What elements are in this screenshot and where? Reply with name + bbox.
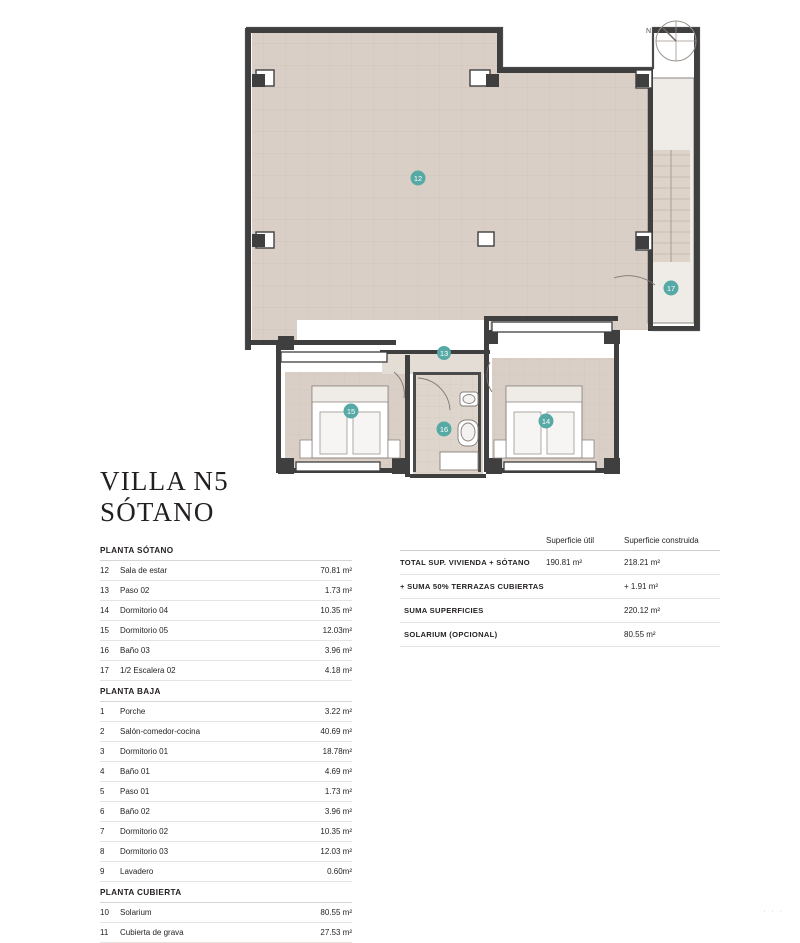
table-row: [100, 802, 352, 822]
room-number: 11: [100, 928, 109, 937]
room-number: 14: [100, 606, 109, 615]
room-name: Dormitorio 01: [120, 747, 169, 756]
summary-construida: + 1.91 m²: [624, 582, 659, 591]
summary-label: SOLARIUM (OPCIONAL): [404, 630, 498, 639]
room-area: 12.03m²: [322, 626, 352, 635]
plan-marker-17: [664, 281, 679, 296]
room-name: 1/2 Escalera 02: [120, 666, 176, 675]
summary-row-suma: [400, 599, 720, 623]
plan-marker-14: [539, 414, 554, 429]
room-name: Baño 01: [120, 767, 150, 776]
table-row: [100, 581, 352, 601]
svg-text:N: N: [646, 28, 652, 35]
table-row: [100, 842, 352, 862]
room-name: Dormitorio 02: [120, 827, 169, 836]
summary-label: + SUMA 50% TERRAZAS CUBIERTAS: [400, 582, 544, 591]
room-name: Porche: [120, 707, 146, 716]
table-row: [100, 621, 352, 641]
table-row: [100, 661, 352, 681]
room-number: 13: [100, 586, 109, 595]
room-name: Paso 02: [120, 586, 150, 595]
room-number: 15: [100, 626, 109, 635]
svg-text:16: 16: [439, 425, 449, 434]
summary-util: 190.81 m²: [546, 558, 583, 567]
room-name: Lavadero: [120, 867, 154, 876]
room-area: 10.35 m²: [320, 827, 352, 836]
room-number: 4: [100, 767, 105, 776]
room-area: 0.60m²: [327, 867, 352, 876]
room-area: 3.22 m²: [324, 707, 352, 716]
room-number: 3: [100, 747, 105, 756]
summary-row-terrazas: [400, 575, 720, 599]
room-number: 6: [100, 807, 105, 816]
room-area: 80.55 m²: [320, 908, 352, 917]
room-area: 1.73 m²: [324, 586, 352, 595]
column-header-construida: Superficie construida: [624, 536, 699, 545]
room-area: 27.53 m²: [320, 928, 352, 937]
room-area: 40.69 m²: [320, 727, 352, 736]
table-row: [100, 702, 352, 722]
room-area: 12.03 m²: [320, 847, 352, 856]
table-row: [100, 782, 352, 802]
table-row: [100, 742, 352, 762]
table-row: [100, 601, 352, 621]
summary-construida: 80.55 m²: [624, 630, 656, 639]
summary-row-total: [400, 551, 720, 575]
room-number: 5: [100, 787, 105, 796]
table-row: [100, 641, 352, 661]
room-area: 3.96 m²: [324, 646, 352, 655]
table-row: [100, 822, 352, 842]
room-name: Dormitorio 03: [120, 847, 169, 856]
section-heading-baja: PLANTA BAJA: [100, 681, 352, 702]
summary-row-solarium: [400, 623, 720, 647]
room-number: 9: [100, 867, 105, 876]
summary-label: SUMA SUPERFICIES: [404, 606, 484, 615]
surface-summary-table: [400, 536, 720, 647]
plan-marker-13: [437, 346, 451, 360]
title-line-1: VILLA N5: [100, 466, 229, 496]
page-title: [100, 466, 400, 528]
summary-construida: 220.12 m²: [624, 606, 661, 615]
svg-text:17: 17: [666, 284, 676, 293]
svg-text:14: 14: [541, 417, 551, 426]
room-name: Paso 01: [120, 787, 150, 796]
room-name: Solarium: [120, 908, 152, 917]
room-name: Dormitorio 04: [120, 606, 169, 615]
plan-marker-12: [411, 171, 426, 186]
table-row: [100, 722, 352, 742]
room-area: 1.73 m²: [324, 787, 352, 796]
footer-mark: · · ·: [763, 908, 784, 915]
room-name: Baño 03: [120, 646, 150, 655]
table-row: [100, 923, 352, 943]
section-heading-sotano: PLANTA SÓTANO: [100, 540, 352, 561]
svg-text:13: 13: [439, 349, 449, 358]
room-schedule-table: [100, 540, 352, 943]
plan-marker-16: [437, 422, 452, 437]
table-row: [100, 561, 352, 581]
room-area: 3.96 m²: [324, 807, 352, 816]
room-number: 7: [100, 827, 105, 836]
room-number: 17: [100, 666, 109, 675]
room-area: 4.69 m²: [324, 767, 352, 776]
room-name: Cubierta de grava: [120, 928, 184, 937]
column-header-util: Superficie útil: [546, 536, 595, 545]
section-heading-cubierta: PLANTA CUBIERTA: [100, 882, 352, 903]
room-number: 1: [100, 707, 105, 716]
room-number: 2: [100, 727, 105, 736]
table-row: [100, 903, 352, 923]
room-name: Baño 02: [120, 807, 150, 816]
room-area: 18.78m²: [322, 747, 352, 756]
room-number: 10: [100, 908, 109, 917]
svg-text:15: 15: [346, 407, 356, 416]
table-row: [100, 762, 352, 782]
room-name: Salón-comedor-cocina: [120, 727, 201, 736]
room-area: 70.81 m²: [320, 566, 352, 575]
room-name: Dormitorio 05: [120, 626, 169, 635]
room-number: 12: [100, 566, 109, 575]
table-row: [100, 862, 352, 882]
summary-construida: 218.21 m²: [624, 558, 661, 567]
plan-marker-15: [344, 404, 359, 419]
room-area: 10.35 m²: [320, 606, 352, 615]
svg-text:12: 12: [413, 174, 423, 183]
summary-column-headers: [400, 536, 720, 551]
room-name: Sala de estar: [120, 566, 168, 575]
title-line-2: SÓTANO: [100, 497, 215, 527]
summary-label: TOTAL SUP. VIVIENDA + SÓTANO: [400, 558, 530, 567]
room-area: 4.18 m²: [324, 666, 352, 675]
room-number: 16: [100, 646, 109, 655]
room-number: 8: [100, 847, 105, 856]
